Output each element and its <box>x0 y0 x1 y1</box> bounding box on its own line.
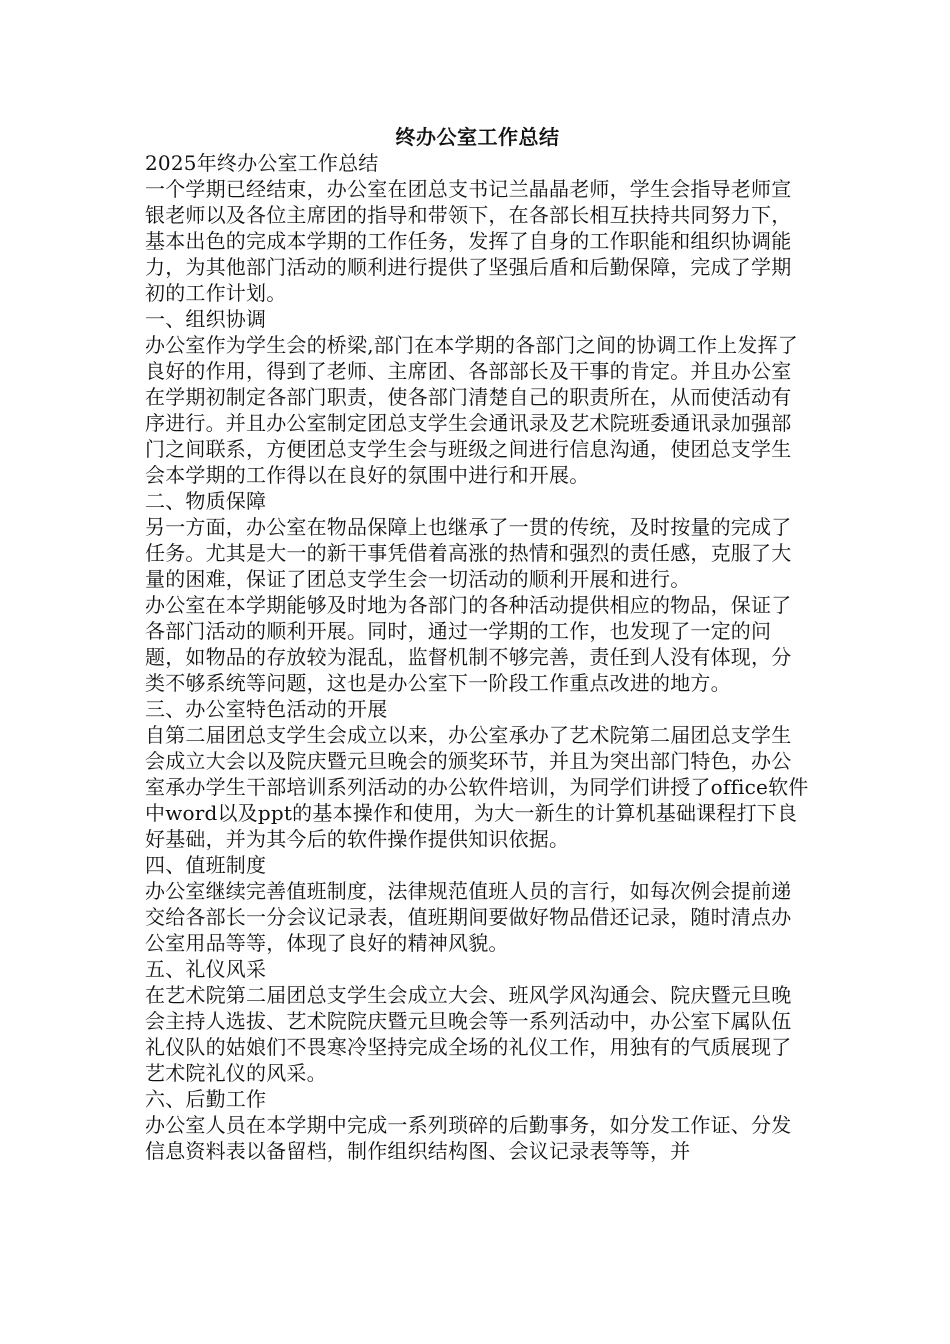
section-paragraph: 办公室作为学生会的桥梁,部门在本学期的各部门之间的协调工作上发挥了良好的作用，得到了老师、主席团、各部部长及干事的肯定。并且办公室在学期初制定各部门职责，使各部门清楚自己的职责所在，从而使活动有序进行。并且办公室制定团总支学生会通讯录及艺术院班委通讯录加强部门之间联系，方便团总支学生会与班级之间进行信息沟通，使团总支学生会本学期的工作得以在良好的氛围中进行和开展。 <box>145 333 798 487</box>
section-paragraph: 办公室继续完善值班制度，法律规范值班人员的言行，如每次例会提前递交给各部长一分会议记录表，值班期间要做好物品借还记录，随时清点办公室用品等等，体现了良好的精神风貌。 <box>145 879 792 955</box>
document-title: 终办公室工作总结 <box>395 125 560 149</box>
section-paragraph: 自第二届团总支学生会成立以来，办公室承办了艺术院第二届团总支学生会成立大会以及院庆暨元旦晚会的颁奖环节，并且为突出部门特色，办公室承办学生干部培训系列活动的办公软件培训，为同学们讲授了office软件中word以及ppt的基本操作和使用，为大一新生的计算机基础课程打下良好基础，并为其今后的软件操作提供知识依据。 <box>145 723 809 851</box>
document-content <box>145 124 810 1244</box>
section-heading-organization: 一、组织协调 <box>145 307 267 331</box>
section-heading-featured-activities: 三、办公室特色活动的开展 <box>145 697 388 721</box>
section-paragraph: 在艺术院第二届团总支学生会成立大会、班风学风沟通会、院庆暨元旦晚会主持人选拔、艺术院院庆暨元旦晚会等一系列活动中，办公室下属队伍礼仪队的姑娘们不畏寒冷坚持完成全场的礼仪工作，用独有的气质展现了艺术院礼仪的风采。 <box>145 983 792 1085</box>
document-subtitle: 2025年终办公室工作总结 <box>145 151 379 175</box>
section-heading-logistics: 六、后勤工作 <box>145 1087 267 1111</box>
section-heading-duty-system: 四、值班制度 <box>145 853 267 877</box>
section-heading-material-support: 二、物质保障 <box>145 489 267 513</box>
section-paragraph: 办公室人员在本学期中完成一系列琐碎的后勤事务，如分发工作证、分发信息资料表以备留档，制作组织结构图、会议记录表等等，并 <box>145 1113 792 1163</box>
intro-paragraph: 一个学期已经结束，办公室在团总支书记兰晶晶老师，学生会指导老师宣银老师以及各位主席团的指导和带领下，在各部长相互扶持共同努力下，基本出色的完成本学期的工作任务，发挥了自身的工作职能和组织协调能力，为其他部门活动的顺利进行提供了坚强后盾和后勤保障，完成了学期初的工作计划。 <box>145 177 792 305</box>
document-body <box>145 150 810 1244</box>
section-paragraph: 办公室在本学期能够及时地为各部门的各种活动提供相应的物品，保证了各部门活动的顺利开展。同时，通过一学期的工作，也发现了一定的问题，如物品的存放较为混乱，监督机制不够完善，责任到人没有体现，分类不够系统等问题，这也是办公室下一阶段工作重点改进的地方。 <box>145 593 792 695</box>
section-heading-etiquette: 五、礼仪风采 <box>145 957 267 981</box>
section-paragraph: 另一方面，办公室在物品保障上也继承了一贯的传统，及时按量的完成了任务。尤其是大一的新干事凭借着高涨的热情和强烈的责任感，克服了大量的困难，保证了团总支学生会一切活动的顺利开展和进行。 <box>145 515 792 591</box>
